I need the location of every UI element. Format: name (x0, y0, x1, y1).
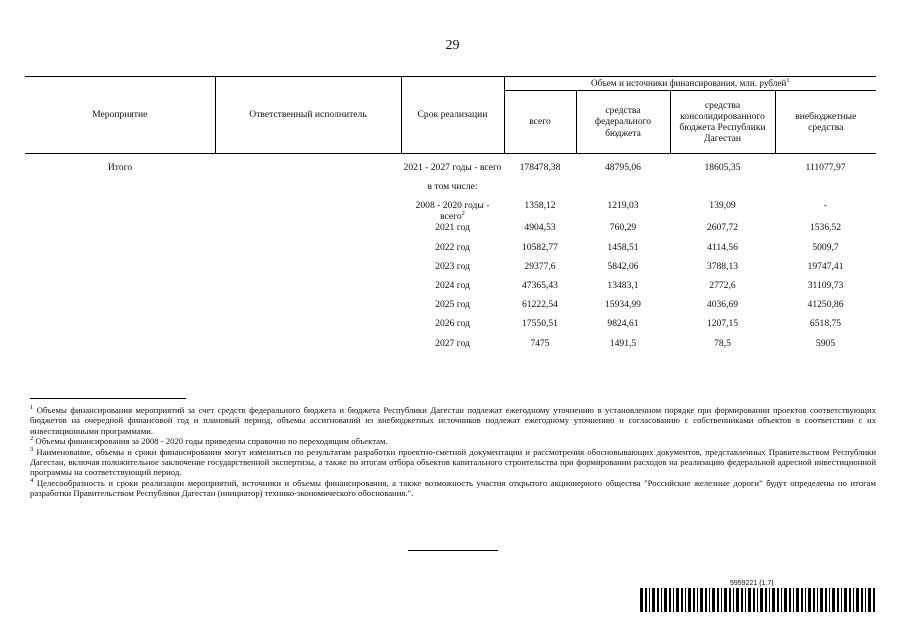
footnote (30, 405, 876, 436)
cell-period-text: 2021 год (435, 222, 470, 234)
cell-extra: - (823, 200, 828, 212)
header-period: Срок реализации (401, 77, 504, 154)
cell-federal: 13483,1 (607, 280, 639, 291)
cell-label (25, 261, 215, 280)
cell-executor (215, 242, 401, 261)
header-federal: средства федерального бюджета (576, 91, 670, 154)
barcode-caption: 5959221 (1.7) (730, 580, 774, 587)
table-row (25, 261, 876, 280)
cell-total: 1358,12 (524, 200, 556, 212)
cell-period-text: 2026 год (435, 318, 470, 330)
cell-period (401, 299, 504, 318)
cell-label (25, 280, 215, 299)
cell-label (25, 181, 215, 200)
cell-federal: 48795,06 (605, 162, 641, 173)
cell-executor (215, 181, 401, 200)
header-total: всего (504, 91, 576, 154)
cell-period-sup: 2 (461, 210, 465, 218)
table-body (25, 154, 876, 357)
table-row (25, 280, 876, 299)
cell-executor (215, 280, 401, 299)
cell-label (25, 338, 215, 357)
cell-label (25, 242, 215, 261)
cell-executor (215, 200, 401, 222)
cell-total: 178478,38 (519, 162, 561, 173)
cell-total: 7475 (530, 337, 550, 349)
header-activity: Мероприятие (25, 77, 215, 154)
cell-extra: 111077,97 (805, 162, 846, 173)
cell-republic (670, 181, 775, 200)
cell-executor (215, 299, 401, 318)
cell-label (25, 299, 215, 318)
cell-republic: 139,09 (709, 200, 736, 212)
cell-period (401, 200, 504, 222)
cell-republic: 4114,56 (707, 241, 738, 253)
cell-executor (215, 162, 401, 181)
footnote-separator (30, 398, 186, 399)
cell-executor (215, 318, 401, 337)
cell-extra: 19747,41 (807, 260, 844, 272)
cell-federal: 15934,99 (605, 299, 641, 311)
cell-period (401, 280, 504, 299)
footnote (30, 447, 876, 478)
header-funding-group (504, 77, 876, 91)
cell-executor (215, 338, 401, 357)
footnote-text: Объемы финансирования за 2008 - 2020 годы приведены справочно по переходящим объектам. (33, 436, 388, 447)
cell-period-text: 2008 - 2020 годы - всего (415, 200, 490, 223)
cell-period (401, 181, 504, 200)
footnote-mark: 4 (30, 476, 34, 484)
cell-total: 10582,77 (522, 241, 558, 253)
cell-period (401, 222, 504, 241)
table-row (25, 338, 876, 357)
footnote-text: Целесообразность и сроки реализации мероприятий, источники и объемы финансирования, а также возможность участия открытого акционерного общества "Российские железные дороги" будут определены по итогам разработки Правительством Республики Дагестан (инициатор) технико-экономического обоснования.". (30, 477, 876, 499)
table-row (25, 242, 876, 261)
header-republic: средства консолидированного бюджета Республики Дагестан (670, 91, 775, 154)
cell-period (401, 261, 504, 280)
cell-federal: 1491,5 (609, 337, 637, 349)
footnote (30, 436, 876, 446)
footnote (30, 478, 876, 499)
cell-republic: 78,5 (714, 337, 731, 349)
cell-period-text: 2025 год (435, 299, 470, 311)
funding-table (25, 76, 876, 357)
table-row (25, 299, 876, 318)
header-executor: Ответственный исполнитель (215, 77, 401, 154)
cell-republic: 2772,6 (709, 280, 736, 291)
cell-total (504, 181, 576, 200)
cell-extra: 41250,86 (807, 299, 844, 311)
barcode-image (640, 588, 876, 612)
cell-total: 17550,51 (522, 318, 558, 330)
cell-period (401, 162, 504, 181)
cell-federal: 760,29 (609, 222, 637, 234)
cell-total: 61222,54 (522, 299, 558, 311)
header-funding-group-sup: 1 (786, 77, 790, 85)
cell-federal (576, 181, 670, 200)
footnote-mark: 2 (30, 435, 34, 443)
cell-total: 29377,6 (524, 260, 556, 272)
cell-label (25, 200, 215, 222)
cell-period-text: 2023 год (435, 260, 470, 272)
cell-extra (775, 181, 876, 200)
table-row (25, 222, 876, 241)
cell-republic: 3788,13 (706, 260, 739, 272)
cell-extra: 5009,7 (812, 241, 839, 253)
cell-federal: 1458,51 (607, 241, 639, 253)
footnote-mark: 3 (30, 445, 34, 453)
cell-extra: 6518,75 (809, 318, 842, 330)
cell-federal: 5842,06 (607, 260, 639, 272)
cell-period-text: 2022 год (435, 241, 470, 253)
page-number: 29 (445, 38, 460, 53)
table-row (25, 162, 876, 181)
cell-extra: 1536,52 (809, 222, 842, 234)
header-extrabudget: внебюджетные средства (775, 91, 876, 154)
cell-period (401, 318, 504, 337)
cell-label (25, 222, 215, 241)
cell-period-text: 2024 год (435, 280, 470, 291)
header-funding-group-text: Объем и источники финансирования, млн. рублей (590, 78, 787, 89)
cell-period-text: 2027 год (435, 337, 470, 349)
cell-period-text: в том числе: (427, 181, 478, 193)
cell-period-text: 2021 - 2027 годы - всего (403, 162, 502, 173)
cell-republic: 18605,35 (704, 162, 741, 173)
cell-extra: 31109,73 (807, 280, 844, 291)
footnote-mark: 1 (30, 404, 34, 412)
cell-total: 47365,43 (522, 280, 558, 291)
footnote-text: Наименование, объемы и сроки финансирования могут измениться по результатам разработки проектно-сметной документации и рассмотрения обосновывающих документов, представленных Правительством Республики Дагестан, включая положительное заключение государственной экспертизы, а также по итогам отбора объектов капитального строительства при формировании расходов на реализацию федеральной адресной инвестиционной программы на соответствующий период. (30, 446, 876, 478)
cell-federal: 9824,61 (607, 318, 639, 330)
table-row (25, 318, 876, 337)
cell-total: 4904,53 (524, 222, 556, 234)
end-separator (408, 550, 498, 551)
cell-label (25, 318, 215, 337)
table-row (25, 200, 876, 222)
cell-period (401, 338, 504, 357)
cell-federal: 1219,03 (607, 200, 639, 212)
cell-extra: 5905 (815, 337, 836, 349)
cell-republic: 1207,15 (706, 318, 739, 330)
table-row (25, 181, 876, 200)
cell-republic: 4036,69 (706, 299, 739, 311)
cell-label: Итого (107, 162, 133, 173)
cell-executor (215, 222, 401, 241)
footnote-text: Объемы финансирования мероприятий за счет средств федерального бюджета и бюджета Республики Дагестан подлежат ежегодному уточнению в установленном порядке при формировании проектов соответствующих бюджетов на очередной финансовой год и плановый период, объемы ассигнований из внебюджетных источников подлежат ежегодному уточнению и согласованию с собственниками объектов в соответствии с их инвестиционными программами. (30, 405, 876, 436)
cell-republic: 2607,72 (706, 222, 739, 234)
footnotes (30, 405, 876, 499)
cell-executor (215, 261, 401, 280)
cell-period (401, 242, 504, 261)
